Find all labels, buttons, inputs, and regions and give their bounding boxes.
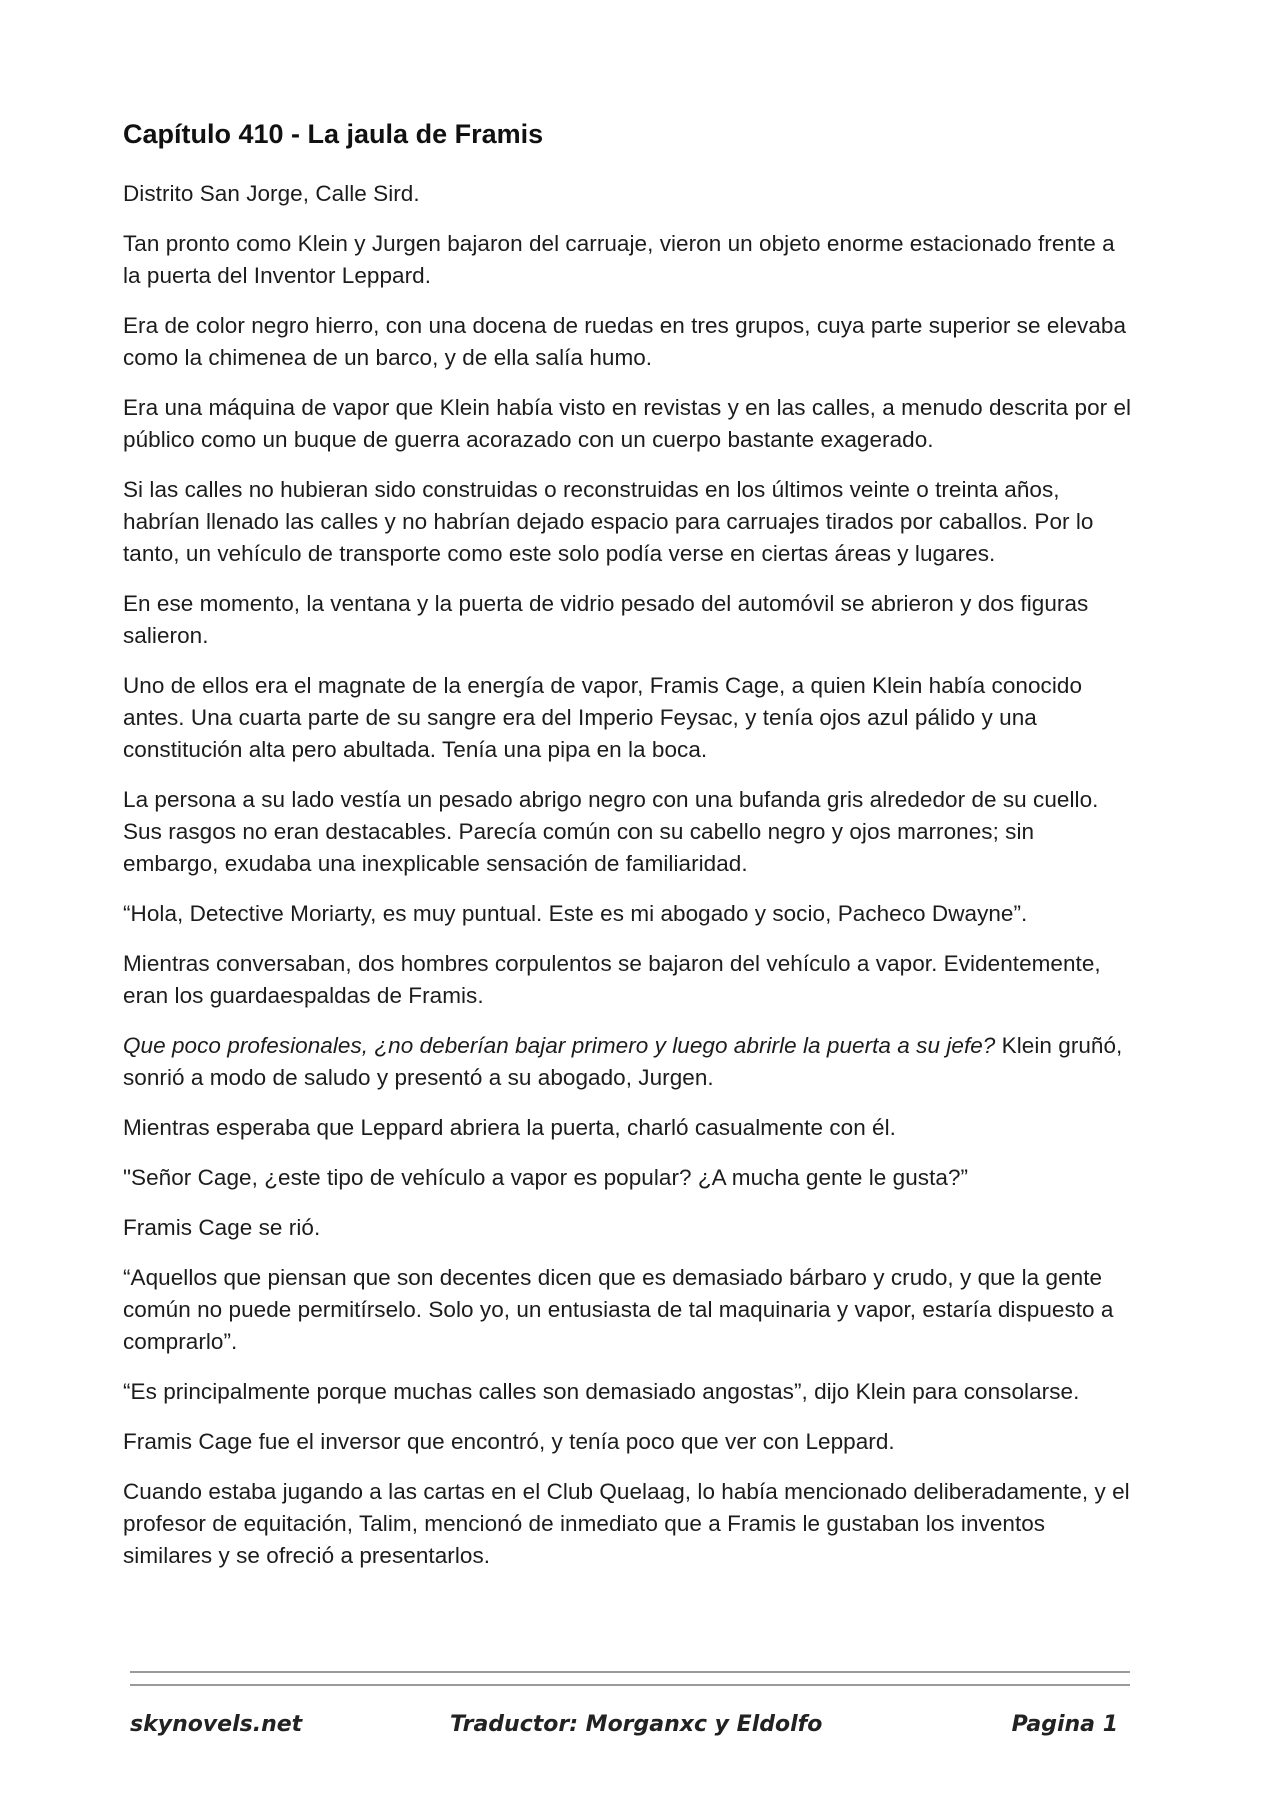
paragraph: “Hola, Detective Moriarty, es muy puntual. Este es mi abogado y socio, Pacheco Dwayne”. xyxy=(123,901,1028,927)
paragraph: Framis Cage fue el inversor que encontró, y tenía poco que ver con Leppard. xyxy=(123,1429,895,1455)
paragraph: Era una máquina de vapor que Klein había visto en revistas y en las calles, a menudo descrita por el público como un buque de guerra acorazado con un cuerpo bastante exagerado. xyxy=(123,395,1132,453)
paragraph: Mientras esperaba que Leppard abriera la puerta, charló casualmente con él. xyxy=(123,1115,896,1141)
footer-divider xyxy=(130,1684,1130,1686)
paragraph: Framis Cage se rió. xyxy=(123,1215,321,1241)
paragraph-with-italic-thought xyxy=(123,1030,1133,1094)
footer-translator: Traductor: Morganxc y Eldolfo xyxy=(450,1712,823,1737)
footer-site: skynovels.net xyxy=(130,1712,303,1737)
paragraph: Si las calles no hubieran sido construidas o reconstruidas en los últimos veinte o treinta años, habrían llenado las calles y no habrían dejado espacio para carruajes tirados por caballos. Por lo tanto, un vehículo de transporte como este solo podía verse en ciertas áreas y lugares. xyxy=(123,477,1094,567)
italic-thought: Que poco profesionales, ¿no deberían bajar primero y luego abrirle la puerta a su jefe? xyxy=(123,1033,996,1059)
paragraph: Cuando estaba jugando a las cartas en el Club Quelaag, lo había mencionado deliberadamente, y el profesor de equitación, Talim, mencionó de inmediato que a Framis le gustaban los inventos similares y se ofreció a presentarlos. xyxy=(123,1479,1130,1569)
footer-page-number: Pagina 1 xyxy=(1011,1712,1118,1737)
paragraph: “Aquellos que piensan que son decentes dicen que es demasiado bárbaro y crudo, y que la gente común no puede permitírselo. Solo yo, un entusiasta de tal maquinaria y vapor, estaría dispuesto a comprarlo”. xyxy=(123,1265,1114,1355)
page-footer xyxy=(130,1712,1130,1752)
paragraph: Distrito San Jorge, Calle Sird. xyxy=(123,181,420,207)
paragraph: Tan pronto como Klein y Jurgen bajaron del carruaje, vieron un objeto enorme estacionado frente a la puerta del Inventor Leppard. xyxy=(123,231,1115,289)
paragraph: “Es principalmente porque muchas calles son demasiado angostas”, dijo Klein para consolarse. xyxy=(123,1379,1080,1405)
paragraph: "Señor Cage, ¿este tipo de vehículo a vapor es popular? ¿A mucha gente le gusta?” xyxy=(123,1165,969,1191)
chapter-content xyxy=(123,118,1133,1590)
footer-divider xyxy=(130,1671,1130,1673)
paragraph: En ese momento, la ventana y la puerta de vidrio pesado del automóvil se abrieron y dos figuras salieron. xyxy=(123,591,1089,649)
paragraph: Era de color negro hierro, con una docena de ruedas en tres grupos, cuya parte superior se elevaba como la chimenea de un barco, y de ella salía humo. xyxy=(123,313,1127,371)
paragraph: La persona a su lado vestía un pesado abrigo negro con una bufanda gris alrededor de su cuello. Sus rasgos no eran destacables. Parecía común con su cabello negro y ojos marrones; sin embargo, exudaba una inexplicable sensación de familiaridad. xyxy=(123,787,1099,877)
paragraph: Uno de ellos era el magnate de la energía de vapor, Framis Cage, a quien Klein había conocido antes. Una cuarta parte de su sangre era del Imperio Feysac, y tenía ojos azul pálido y una constitución alta pero abultada. Tenía una pipa en la boca. xyxy=(123,673,1083,763)
chapter-title: Capítulo 410 - La jaula de Framis xyxy=(123,119,544,149)
paragraph: Mientras conversaban, dos hombres corpulentos se bajaron del vehículo a vapor. Evidentemente, eran los guardaespaldas de Framis. xyxy=(123,951,1101,1009)
paragraph-continuation: Klein gruñó, sonrió a modo de saludo y presentó a su abogado, Jurgen. xyxy=(123,1033,1123,1091)
